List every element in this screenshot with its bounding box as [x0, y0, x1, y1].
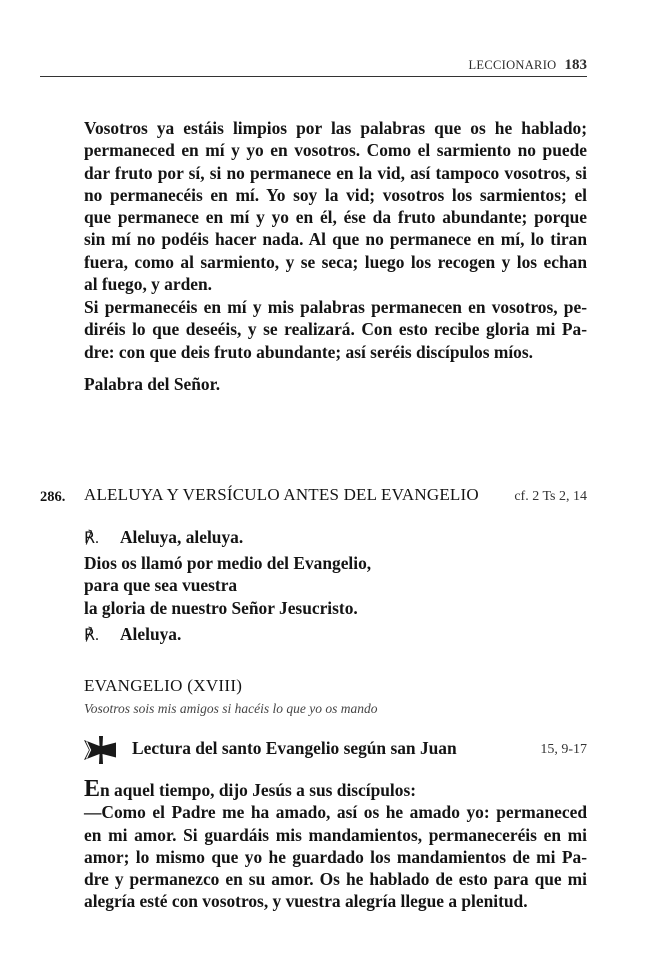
gospel-numeral: (XVIII)	[187, 676, 243, 695]
running-title: LECCIONARIO	[468, 58, 557, 72]
text-line: amor; lo mismo que yo he guardado los mandamientos de mi Pa-	[84, 846, 587, 867]
gospel-title: EVANGELIO	[84, 676, 183, 695]
reading-closing: Palabra del Señor.	[84, 374, 221, 394]
response-2	[84, 624, 181, 645]
gospel-subtitle: Vosotros sois mis amigos si hacéis lo que yo os mando	[84, 701, 378, 716]
response-text: Aleluya.	[120, 624, 182, 644]
text-line: dre y permanezco en su amor. Os he hablado de esto para que mi	[84, 869, 587, 890]
reading-paragraph-1	[84, 117, 587, 295]
response-1	[84, 527, 243, 548]
verse-line: la gloria de nuestro Señor Jesucristo.	[84, 597, 358, 618]
text-line: que permanece en mí y yo en él, ése da fruto abundante; porque	[84, 207, 587, 228]
running-header	[300, 57, 587, 74]
section-number: 286.	[40, 489, 66, 505]
verse	[84, 552, 371, 619]
drop-cap: E	[84, 776, 101, 802]
gospel-body	[84, 776, 587, 913]
gospel-reading-title: Lectura del santo Evangelio según san Juan	[132, 738, 457, 758]
text-line: al fuego, y arden.	[84, 274, 213, 295]
gospel-cross-icon	[82, 735, 118, 765]
text-line: dar fruto por sí, si no permanece en la vid, así tampoco vosotros, si	[84, 162, 587, 183]
response-text: Aleluya, aleluya.	[120, 527, 244, 547]
verse-line: Dios os llamó por medio del Evangelio,	[84, 553, 372, 573]
response-mark: ℟.	[84, 530, 99, 547]
text-line: permaneced en mí y yo en vosotros. Como el sarmiento no puede	[84, 140, 587, 161]
header-rule	[40, 76, 587, 77]
section-reference: cf. 2 Ts 2, 14	[514, 489, 587, 504]
text-line: sin mí no podéis hacer nada. Al que no permanece en mí, lo tiran	[84, 229, 587, 250]
gospel-reading-reference: 15, 9-17	[540, 742, 587, 757]
gospel-first-line	[84, 776, 587, 802]
text-line: Vosotros ya estáis limpios por las palabras que os he hablado;	[84, 118, 587, 138]
text-line: no permanecéis en mí. Yo soy la vid; vosotros los sarmientos; el	[84, 184, 587, 205]
first-line-text: n aquel tiempo, dijo Jesús a sus discípulos:	[100, 780, 417, 800]
text-line: diréis lo que deseéis, y se realizará. Con esto recibe gloria mi Pa-	[84, 319, 587, 340]
text-line: fuera, como al sarmiento, y se seca; luego los recogen y los echan	[84, 251, 587, 272]
reading-paragraph-2	[84, 296, 587, 363]
text-line: —Como el Padre me ha amado, así os he amado yo: permaneced	[84, 802, 587, 823]
text-line: Si permanecéis en mí y mis palabras permanecen en vosotros, pe-	[84, 297, 587, 317]
gospel-heading	[84, 676, 242, 696]
text-line: dre: con que deis fruto abundante; así seréis discípulos míos.	[84, 341, 533, 362]
text-line: en mi amor. Si guardáis mis mandamientos, permaneceréis en mi	[84, 824, 587, 845]
text-line: alegría esté con vosotros, y vuestra alegría llegue a plenitud.	[84, 891, 528, 912]
verse-line: para que sea vuestra	[84, 575, 238, 596]
section-title: ALELUYA Y VERSÍCULO ANTES DEL EVANGELIO	[84, 485, 479, 504]
response-mark: ℟.	[84, 627, 99, 644]
page-number: 183	[564, 57, 587, 73]
